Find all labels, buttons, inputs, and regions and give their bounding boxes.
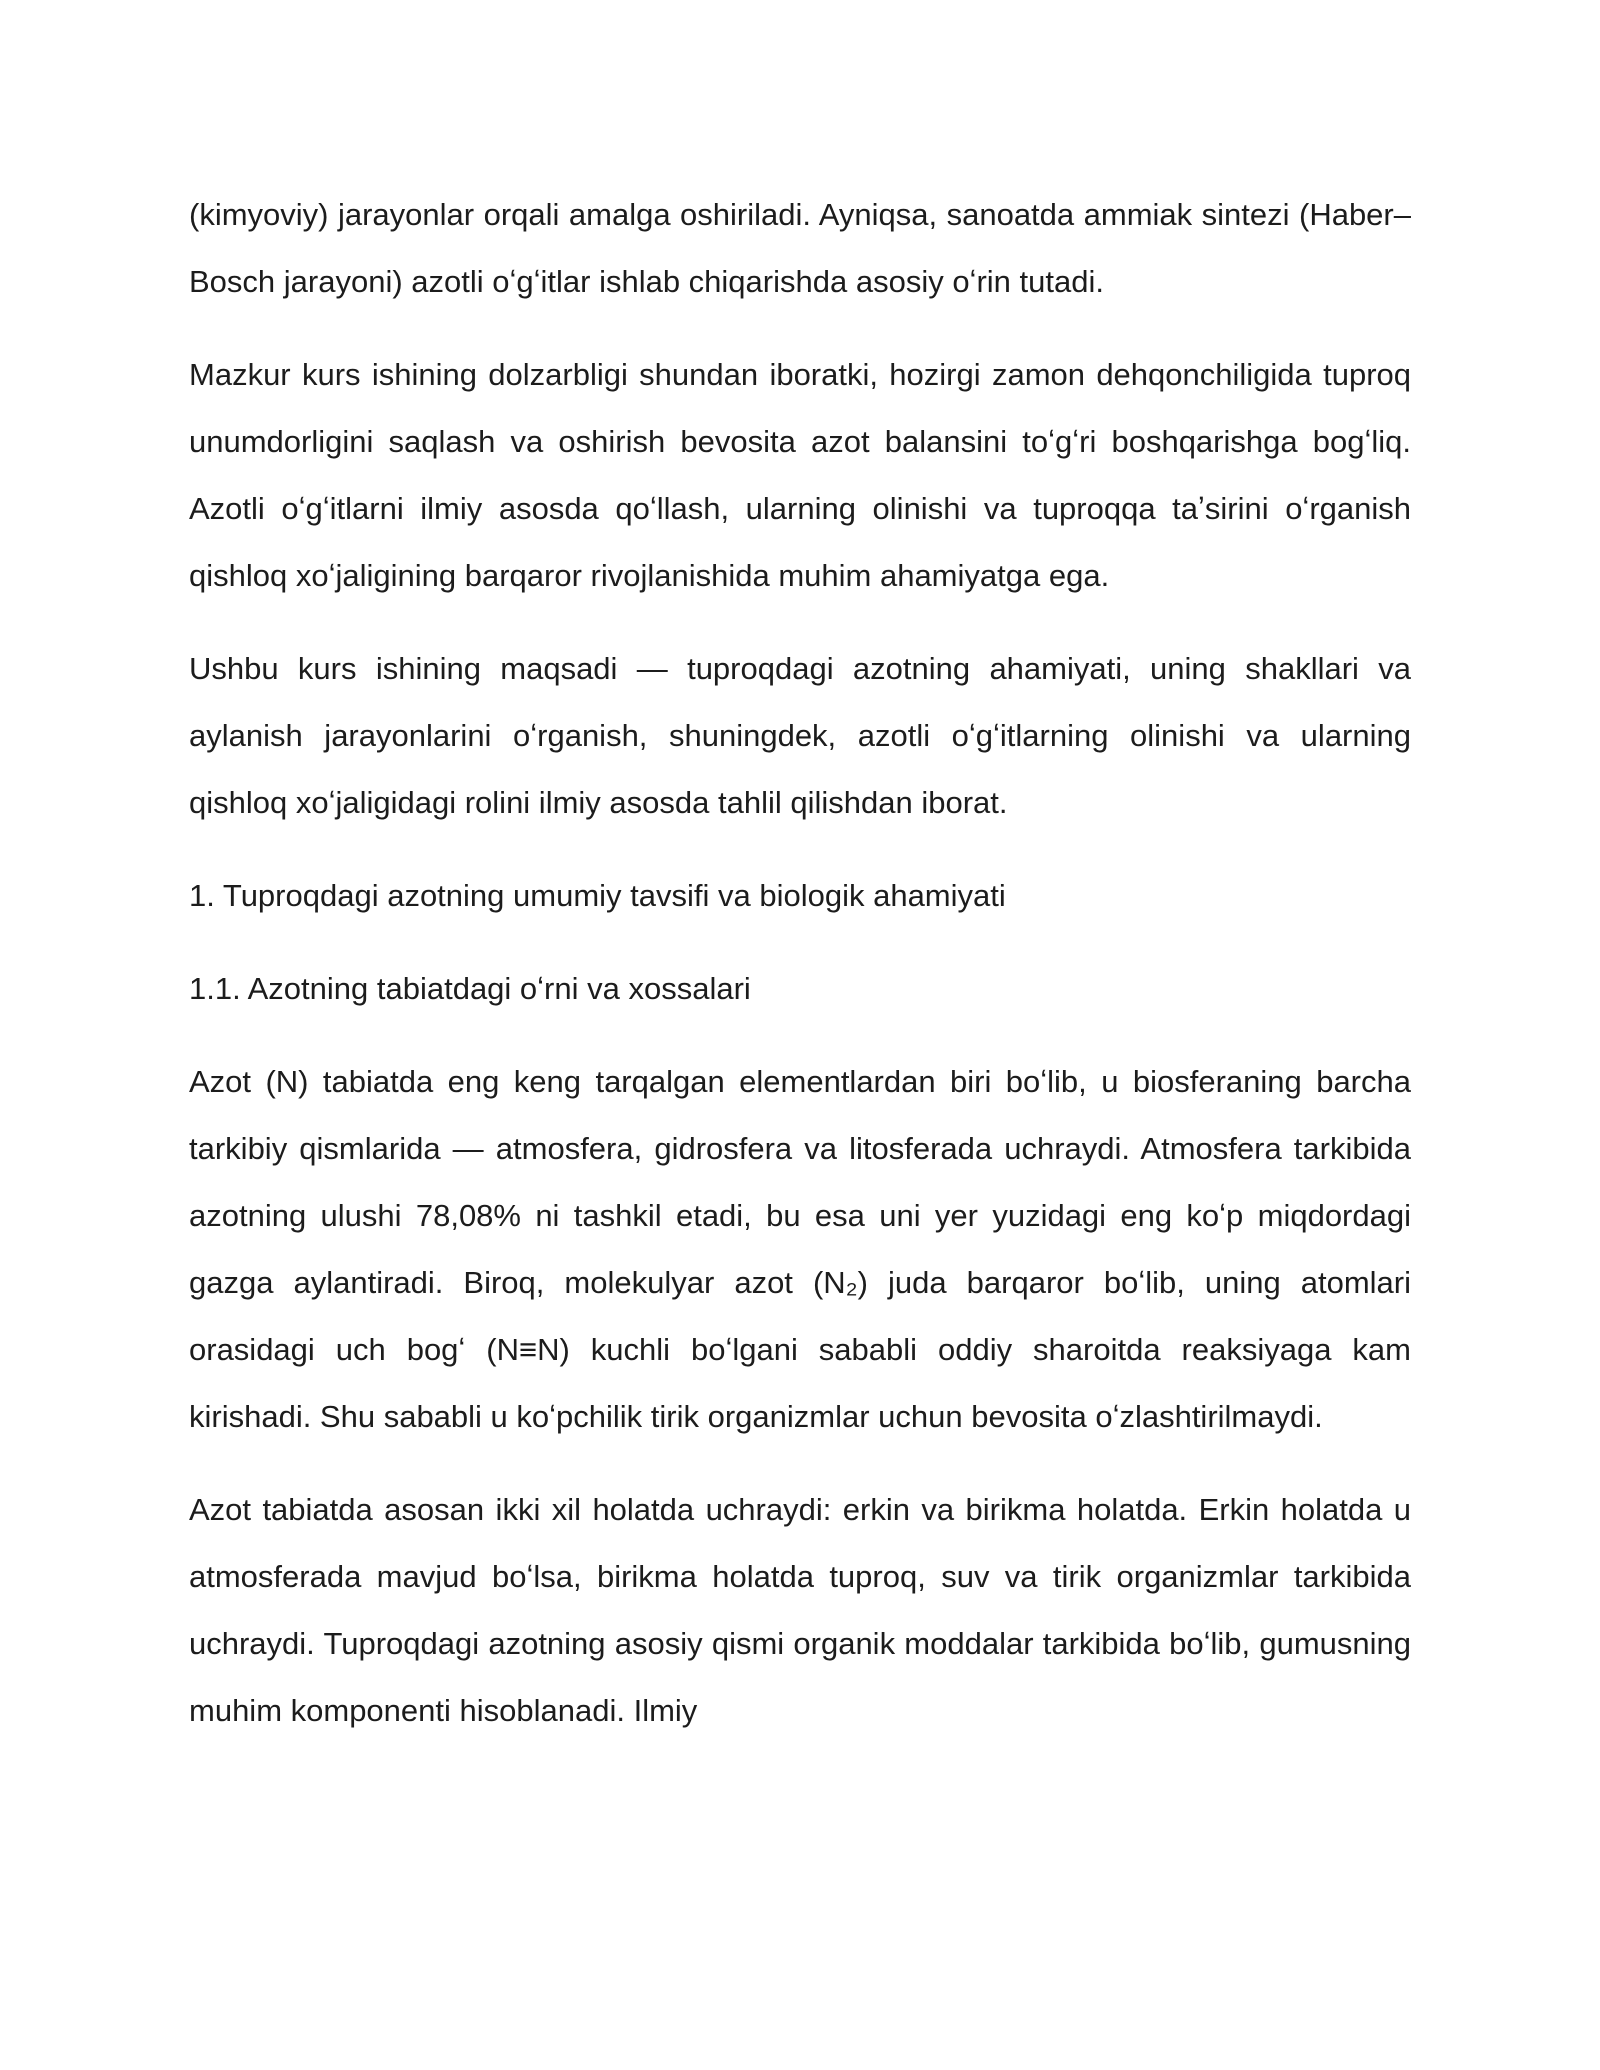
document-page [189,181,1411,1744]
paragraph-goal: Ushbu kurs ishining maqsadi — tuproqdagi azotning ahamiyati, uning shakllari va aylanish jarayonlarini oʻrganish, shuningdek, azotli oʻgʻitlarning olinishi va ularning qishloq xoʻjaligidagi rolini ilmiy asosda tahlil qilishdan iborat. [189,651,1411,820]
paragraph-relevance: Mazkur kurs ishining dolzarbligi shundan iboratki, hozirgi zamon dehqonchiligida tuproq unumdorligini saqlash va oshirish bevosita azot balansini toʻgʻri boshqarishga bogʻliq. Azotli oʻgʻitlarni ilmiy asosda qoʻllash, ularning olinishi va tuproqqa taʼsirini oʻrganish qishloq xoʻjaligining barqaror rivojlanishida muhim ahamiyatga ega. [189,357,1411,593]
section-heading-1: 1. Tuproqdagi azotning umumiy tavsifi va biologik ahamiyati [189,878,1006,913]
paragraph-haber-bosch: (kimyoviy) jarayonlar orqali amalga oshiriladi. Ayniqsa, sanoatda ammiak sintezi (Haber–Bosch jarayoni) azotli oʻgʻitlar ishlab chiqarishda asosiy oʻrin tutadi. [189,197,1411,299]
paragraph-nitrogen-nature: Azot (N) tabiatda eng keng tarqalgan elementlardan biri boʻlib, u biosferaning barcha tarkibiy qismlarida — atmosfera, gidrosfera va litosferada uchraydi. Atmosfera tarkibida azotning ulushi 78,08% ni tashkil etadi, bu esa uni yer yuzidagi eng koʻp miqdordagi gazga aylantiradi. Biroq, molekulyar azot (N₂) juda barqaror boʻlib, uning atomlari orasidagi uch bogʻ (N≡N) kuchli boʻlgani sababli oddiy sharoitda reaksiyaga kam kirishadi. Shu sababli u koʻpchilik tirik organizmlar uchun bevosita oʻzlashtirilmaydi. [189,1064,1411,1434]
section-heading-1-1: 1.1. Azotning tabiatdagi oʻrni va xossalari [189,971,751,1006]
paragraph-nitrogen-forms: Azot tabiatda asosan ikki xil holatda uchraydi: erkin va birikma holatda. Erkin holatda u atmosferada mavjud boʻlsa, birikma holatda tuproq, suv va tirik organizmlar tarkibida uchraydi. Tuproqdagi azotning asosiy qismi organik moddalar tarkibida boʻlib, gumusning muhim komponenti hisoblanadi. Ilmiy [189,1492,1411,1728]
